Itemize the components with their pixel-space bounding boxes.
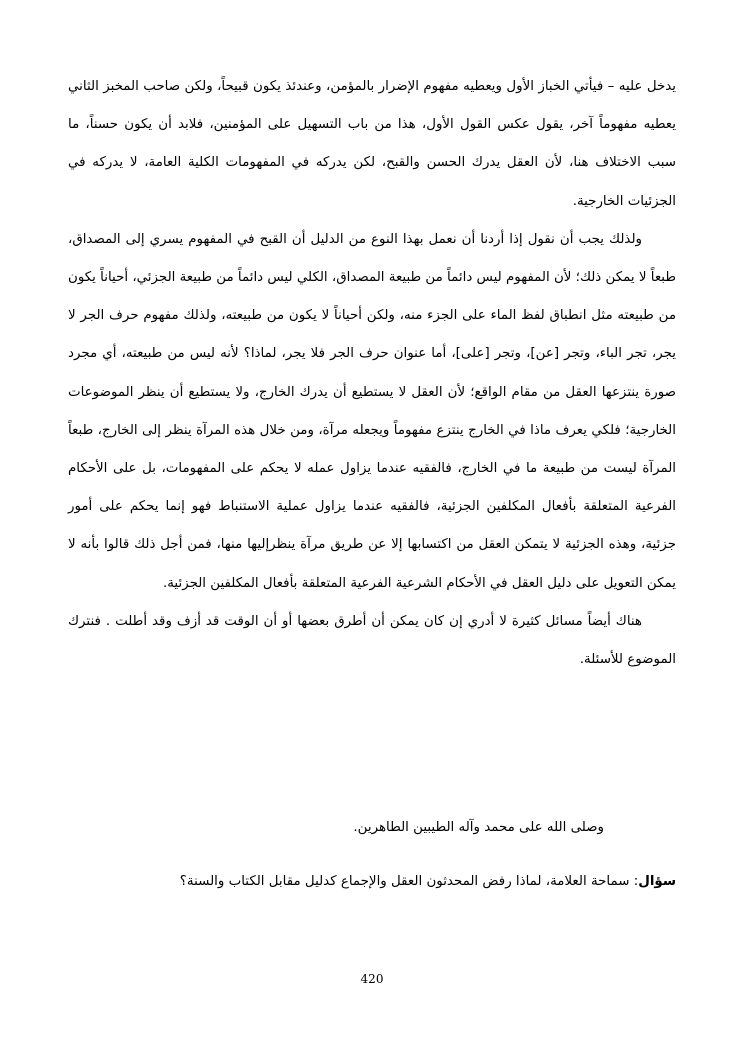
page-number: 420: [360, 972, 384, 986]
question-text: : سماحة العلامة، لماذا رفض المحدثون العقل والإجماع كدليل مقابل الكتاب والسنة؟: [179, 874, 639, 889]
closing-salutation: وصلى الله على محمد وآله الطيبين الطاهرين.: [353, 820, 604, 835]
paragraph-2: ولذلك يجب أن نقول إذا أردنا أن نعمل بهذا النوع من الدليل أن القبح في المفهوم يسري إلى المصداق، طبعاً لا يمكن ذلك؛ لأن المفهوم ليس دائماً من طبيعة المصداق، الكلي ليس دائماً من طبيعة الجزئي، أحياناً يكون من طبيعته مثل انطباق لفظ الماء على الجزء منه، ولكن أحياناً لا يكون من طبيعته، ولذلك مفهوم حرف الجر لا يجر، تجر الباء، وتجر [عن]، وتجر [على]، أما عنوان حرف الجر فلا يجر، لماذا؟ لأنه ليس من طبيعته، أي مجرد صورة ينتزعها العقل من مقام الواقع؛ لأن العقل لا يستطيع أن يدرك الخارج، ولا يستطيع أن ينظر الموضوعات الخارجية؛ فلكي يعرف ماذا في الخارج ينتزع مفهوماً ويجعله مرآة، ومن خلال هذه المرآة ينظر إلى الخارج، طبعاً المرآة ليست من طبيعة ما في الخارج، فالفقيه عندما يزاول عمله لا يحكم على المفهومات، بل على الأحكام الفرعية المتعلقة بأفعال المكلفين الجزئية، فالفقيه عندما يزاول عملية الاستنباط فهو إنما يحكم على أمور جزئية، وهذه الجزئية لا يتمكن العقل من اكتسابها إلا عن طريق مرآة ينظرإليها منها، فمن أجل ذلك قالوا بأنه لا يمكن التعويل على دليل العقل في الأحكام الشرعية الفرعية المتعلقة بأفعال المكلفين الجزئية.: [68, 231, 676, 591]
body-text: [68, 68, 676, 679]
paragraph-3: هناك أيضاً مسائل كثيرة لا أدري إن كان يمكن أن أطرق بعضها أو أن الوقت قد أزف وقد أطلت . فنترك الموضوع للأسئلة.: [68, 613, 676, 668]
question-label: سؤال: [638, 874, 676, 889]
paragraph-1: يدخل عليه – فيأتي الخباز الأول ويعطيه مفهوم الإضرار بالمؤمن، وعندئذ يكون قبيحاً، ولكن صاحب المخبز الثاني يعطيه مفهوماً آخر، يقول عكس القول الأول، هذا من باب التسهيل على المؤمنين، فلابد أن يكون حسناً، ما سبب الاختلاف هنا، لأن العقل يدرك الحسن والقبح، لكن يدركه في المفهومات الكلية العامة، لا يدركه في الجزئيات الخارجية.: [68, 79, 676, 209]
question-line: [180, 874, 676, 889]
